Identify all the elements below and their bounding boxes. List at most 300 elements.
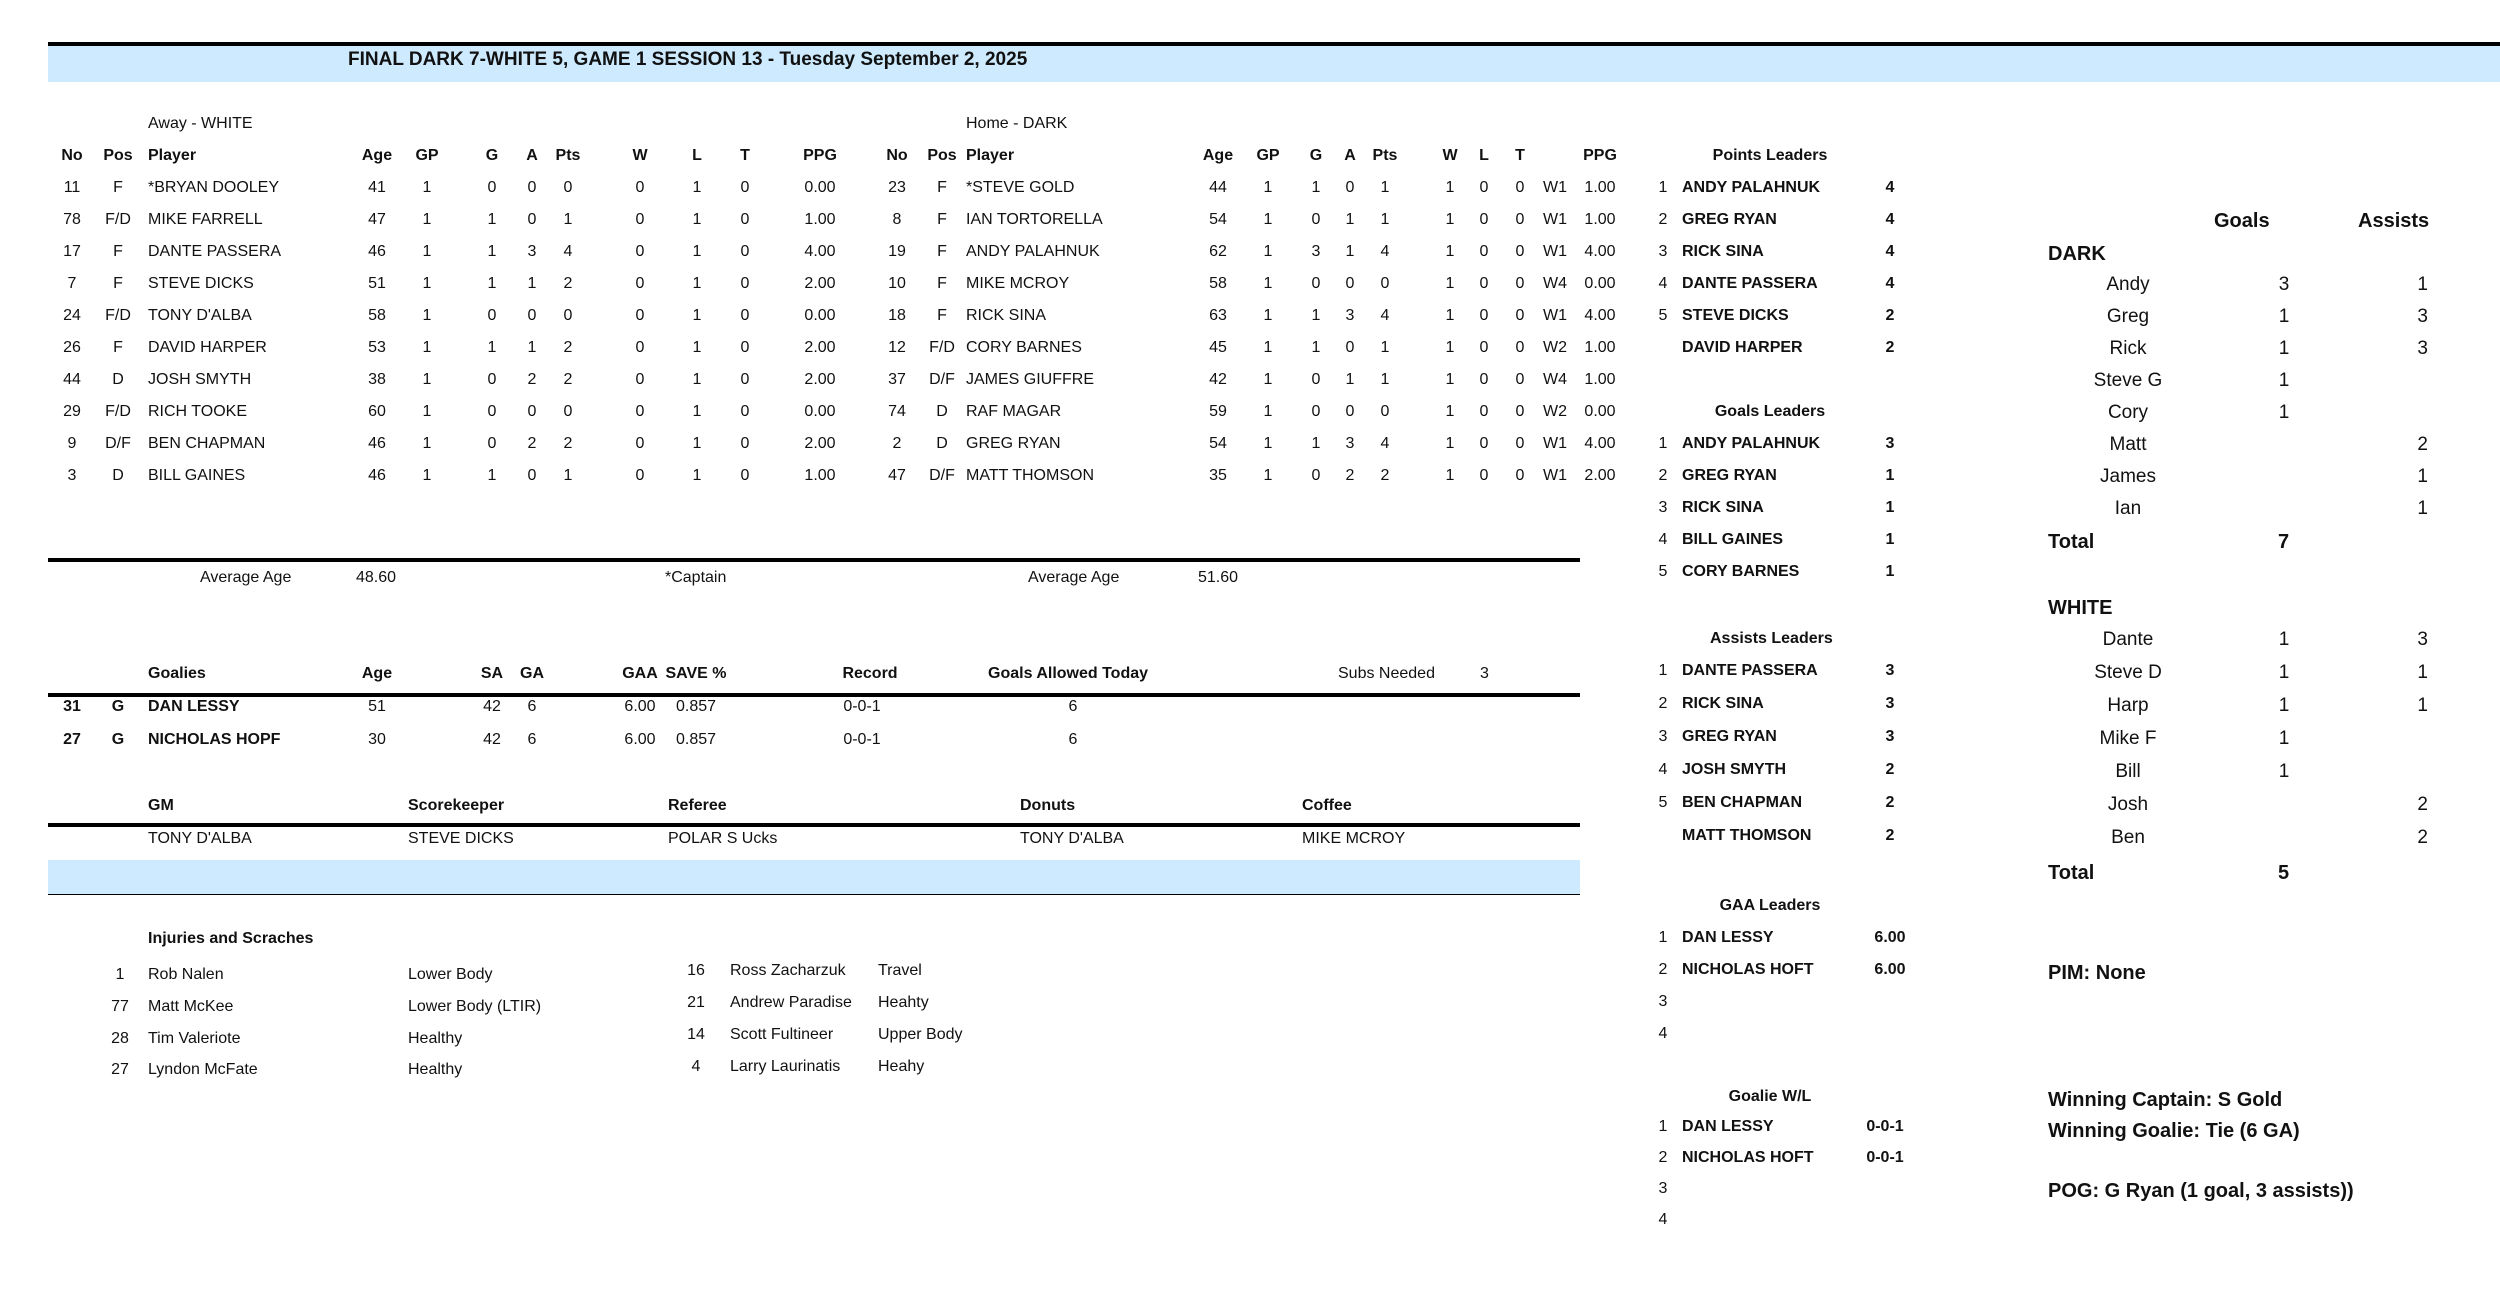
home-roster-cell: W1 [1543,211,1567,228]
home-roster-cell: W4 [1543,275,1567,292]
leader-name: DAN LESSY [1682,929,1774,946]
away-roster-cell: 2 [527,435,537,452]
away-roster-cell: 0 [487,179,497,196]
home-roster-cell: W1 [1543,179,1567,196]
officials-rule [48,823,1580,827]
away-roster-cell: 4 [563,243,573,260]
home-roster-cell: D [936,403,948,420]
dark-team-label: DARK [2048,243,2106,265]
away-header-cell: Player [148,147,197,164]
leader-name: DAVID HARPER [1682,339,1803,356]
leader-value: 2 [1885,307,1895,324]
away-roster-cell: 1 [527,339,537,356]
leader-rank: 3 [1658,993,1668,1010]
summary-goals: 1 [2278,402,2290,423]
away-header-cell: L [692,147,702,164]
leader-name: ANDY PALAHNUK [1682,179,1821,196]
away-roster-cell: 0 [740,435,750,452]
away-roster-cell: 51 [368,275,386,292]
away-roster-cell: 1 [563,467,573,484]
goalie-cell: 30 [368,731,386,748]
away-roster-cell: 1 [422,339,432,356]
home-roster-cell: 3 [1345,435,1355,452]
summary-goals: 1 [2278,338,2290,359]
goalie-cell: 0.857 [675,698,717,715]
goalie-cell: 31 [63,698,81,715]
player-of-game: POG: G Ryan (1 goal, 3 assists)) [2048,1180,2354,1202]
away-roster-cell: 1 [692,371,702,388]
leader-rank: 3 [1658,1180,1668,1197]
goals-column-header: Goals [2214,210,2270,232]
away-roster-cell: BEN CHAPMAN [148,435,266,452]
goalie-cell: 0.857 [675,731,717,748]
goalie-header-cell: SA [480,665,504,682]
home-roster-cell: 1 [1345,243,1355,260]
summary-player: Rick [2109,338,2147,359]
goalie-cell: 6 [527,731,537,748]
dark-total-label: Total [2048,531,2095,553]
points-leaders-title: Points Leaders [1712,147,1828,164]
goalie-header-cell: SAVE % [665,665,727,682]
away-roster-cell: 0 [740,467,750,484]
summary-goals: 1 [2278,629,2290,650]
goals-leaders-title: Goals Leaders [1714,403,1826,420]
away-roster-cell: 1 [422,275,432,292]
home-roster-cell: D/F [929,467,955,484]
home-roster-cell: 35 [1209,467,1227,484]
goalie-header-cell: GA [520,665,544,682]
away-roster-cell: 0 [487,435,497,452]
home-roster-cell: 4.00 [1584,307,1616,324]
leader-name: NICHOLAS HOFT [1682,961,1814,978]
home-roster-cell: 1 [1263,275,1273,292]
away-roster-cell: F [113,243,123,260]
home-roster-cell: 0 [1479,403,1489,420]
away-roster-cell: 44 [63,371,81,388]
home-roster-cell: 0 [1479,211,1489,228]
away-roster-cell: 60 [368,403,386,420]
white-team-label: WHITE [2048,597,2113,619]
goalie-cell: NICHOLAS HOPF [148,731,281,748]
home-roster-cell: F [937,275,947,292]
home-roster-cell: F/D [929,339,955,356]
summary-assists: 1 [2417,274,2428,295]
home-average-age-value: 51.60 [1198,569,1239,586]
home-roster-cell: 0 [1345,339,1355,356]
goalie-cell: 42 [483,698,501,715]
home-roster-cell: 0 [1311,275,1321,292]
home-roster-cell: 4 [1380,243,1390,260]
home-roster-cell: 1 [1263,307,1273,324]
away-roster-cell: 1 [487,275,497,292]
away-roster-cell: 0 [527,467,537,484]
away-roster-cell: 0 [740,307,750,324]
leader-name: MATT THOMSON [1682,827,1812,844]
goalie-cell: DAN LESSY [148,698,240,715]
away-roster-cell: 0 [740,243,750,260]
home-roster-cell: RAF MAGAR [966,403,1062,420]
leader-name: GREG RYAN [1682,211,1777,228]
home-roster-cell: 1 [1345,211,1355,228]
home-header-cell: No [886,147,908,164]
injury-status: Travel [878,962,922,979]
home-roster-cell: 0 [1479,179,1489,196]
away-roster-cell: 1 [692,339,702,356]
home-team-label: Home - DARK [966,115,1068,132]
leader-value: 0-0-1 [1866,1118,1904,1135]
away-roster-cell: 1 [692,307,702,324]
away-roster-cell: 1 [422,243,432,260]
home-roster-cell: 0 [1515,243,1525,260]
home-roster-cell: GREG RYAN [966,435,1061,452]
home-roster-cell: 1.00 [1584,371,1616,388]
captain-note: *Captain [665,569,727,586]
leader-name: RICK SINA [1682,695,1764,712]
away-roster-cell: 1 [487,467,497,484]
home-roster-cell: 1 [1345,371,1355,388]
official-name: TONY D'ALBA [1020,830,1124,847]
away-roster-cell: 4.00 [804,243,836,260]
home-header-cell: G [1309,147,1323,164]
official-role: Coffee [1302,797,1352,814]
subs-needed-value: 3 [1480,665,1489,682]
home-roster-cell: 58 [1209,275,1227,292]
home-roster-cell: 0 [1345,179,1355,196]
injury-status: Upper Body [878,1026,963,1043]
away-roster-cell: 0 [635,179,645,196]
goalie-cell: G [111,698,125,715]
summary-player: Dante [2102,629,2154,650]
away-roster-cell: 0 [635,211,645,228]
away-roster-cell: 0 [487,307,497,324]
goalie-header-rule [48,693,1580,697]
away-roster-cell: 0 [635,307,645,324]
away-roster-cell: TONY D'ALBA [148,307,252,324]
summary-assists: 1 [2417,662,2428,683]
away-roster-cell: 0.00 [804,179,836,196]
away-roster-cell: 7 [67,275,77,292]
away-roster-cell: F [113,179,123,196]
away-average-age-label: Average Age [200,569,292,586]
away-roster-cell: F/D [105,211,131,228]
leader-name: RICK SINA [1682,499,1764,516]
home-roster-cell: W1 [1543,307,1567,324]
away-roster-cell: 1 [487,339,497,356]
summary-player: Bill [2115,761,2141,782]
leader-name: RICK SINA [1682,243,1764,260]
away-roster-cell: 1 [692,179,702,196]
leader-rank: 1 [1658,929,1668,946]
home-roster-cell: 0 [1479,275,1489,292]
white-total-label: Total [2048,862,2095,884]
subs-needed-label: Subs Needed [1338,665,1435,682]
home-header-cell: T [1515,147,1525,164]
away-roster-cell: 26 [63,339,81,356]
home-roster-cell: ANDY PALAHNUK [966,243,1100,260]
summary-assists: 1 [2417,498,2428,519]
home-header-cell: W [1442,147,1458,164]
home-roster-cell: *STEVE GOLD [966,179,1075,196]
home-roster-cell: 1 [1263,467,1273,484]
official-role: Donuts [1020,797,1076,814]
summary-goals: 1 [2278,370,2290,391]
leader-rank: 5 [1658,794,1668,811]
home-roster-cell: 2 [1380,467,1390,484]
home-roster-cell: 10 [888,275,906,292]
home-header-cell: A [1344,147,1356,164]
home-roster-cell: F [937,243,947,260]
home-roster-cell: 1 [1263,371,1273,388]
away-header-cell: T [740,147,750,164]
home-header-cell: GP [1256,147,1280,164]
injury-status: Healthy [408,1030,463,1047]
away-roster-cell: 1.00 [804,211,836,228]
assists-leaders-title: Assists Leaders [1710,630,1833,647]
leader-rank: 3 [1658,728,1668,745]
home-roster-cell: 0 [1515,435,1525,452]
away-roster-cell: F/D [105,403,131,420]
home-header-cell: Player [966,147,1015,164]
leader-rank: 5 [1658,307,1668,324]
dark-total-value: 7 [2278,531,2290,553]
summary-assists: 2 [2417,434,2428,455]
home-roster-cell: 1 [1311,339,1321,356]
home-roster-cell: MATT THOMSON [966,467,1094,484]
home-roster-cell: 4 [1380,435,1390,452]
home-roster-cell: 2 [1345,467,1355,484]
goalie-cell: 6 [1068,698,1078,715]
away-roster-cell: 0 [740,179,750,196]
away-roster-cell: 2.00 [804,371,836,388]
home-roster-cell: 1 [1380,339,1390,356]
official-name: STEVE DICKS [408,830,514,847]
home-roster-cell: 0 [1311,371,1321,388]
leader-rank: 1 [1658,662,1668,679]
away-roster-cell: 1 [692,243,702,260]
away-roster-cell: 1 [487,243,497,260]
away-roster-cell: 0 [563,307,573,324]
home-roster-cell: 23 [888,179,906,196]
goalie-header-cell: Age [361,665,393,682]
home-roster-cell: MIKE MCROY [966,275,1070,292]
leader-name: BEN CHAPMAN [1682,794,1802,811]
official-role: GM [148,797,174,814]
leader-value: 4 [1885,243,1895,260]
leader-name: ANDY PALAHNUK [1682,435,1821,452]
wl-leaders-title: Goalie W/L [1728,1088,1812,1105]
away-roster-cell: 1 [692,275,702,292]
band-bottom-rule [48,894,1580,895]
home-roster-cell: 1 [1445,179,1455,196]
home-roster-cell: 0 [1515,211,1525,228]
goalie-header-cell: Record [842,665,898,682]
injury-player: Larry Laurinatis [730,1058,841,1075]
leader-name: CORY BARNES [1682,563,1800,580]
home-roster-cell: 0 [1515,307,1525,324]
leader-name: DANTE PASSERA [1682,275,1818,292]
away-roster-cell: 1 [422,211,432,228]
leader-rank: 1 [1658,179,1668,196]
leader-name: JOSH SMYTH [1682,761,1787,778]
home-average-age-label: Average Age [1028,569,1120,586]
away-roster-cell: 9 [67,435,77,452]
leader-value: 4 [1885,179,1895,196]
injury-number: 77 [111,998,129,1015]
injury-status: Heahy [878,1058,925,1075]
home-roster-cell: 1 [1263,243,1273,260]
leader-rank: 2 [1658,695,1668,712]
injuries-title: Injuries and Scraches [148,930,314,947]
pim-note: PIM: None [2048,962,2146,984]
away-roster-cell: 0 [527,307,537,324]
home-roster-cell: 54 [1209,211,1227,228]
home-roster-cell: 1 [1445,467,1455,484]
home-roster-cell: JAMES GIUFFRE [966,371,1095,388]
leader-rank: 4 [1658,1025,1668,1042]
away-roster-cell: 2.00 [804,435,836,452]
leader-name: NICHOLAS HOFT [1682,1149,1814,1166]
away-roster-cell: 0 [740,371,750,388]
home-roster-cell: D [936,435,948,452]
injury-number: 14 [687,1026,705,1043]
home-roster-cell: W2 [1543,403,1567,420]
injury-status: Lower Body (LTIR) [408,998,542,1015]
leader-value: 2 [1885,339,1895,356]
home-roster-cell: 18 [888,307,906,324]
away-roster-cell: 0 [635,243,645,260]
goalie-cell: 0-0-1 [843,731,881,748]
leader-value: 2 [1885,827,1895,844]
home-roster-cell: 4.00 [1584,435,1616,452]
home-roster-cell: 1 [1263,435,1273,452]
away-roster-cell: 1 [422,467,432,484]
home-roster-cell: 47 [888,467,906,484]
away-header-cell: Age [361,147,393,164]
goalie-cell: 27 [63,731,81,748]
official-name: MIKE MCROY [1302,830,1406,847]
leader-value: 3 [1885,435,1895,452]
home-roster-cell: 2.00 [1584,467,1616,484]
official-role: Scorekeeper [408,797,505,814]
leader-value: 1 [1885,499,1895,516]
away-roster-cell: 0 [487,371,497,388]
leader-value: 1 [1885,563,1895,580]
away-roster-cell: DANTE PASSERA [148,243,282,260]
away-roster-cell: 17 [63,243,81,260]
away-roster-cell: 1 [692,403,702,420]
home-roster-cell: 45 [1209,339,1227,356]
away-roster-cell: 1 [692,435,702,452]
home-roster-cell: 0 [1515,179,1525,196]
home-roster-cell: 3 [1311,243,1321,260]
summary-player: Matt [2109,434,2147,455]
home-roster-cell: 0 [1515,275,1525,292]
away-roster-cell: 1 [422,435,432,452]
home-roster-cell: 0.00 [1584,403,1616,420]
summary-assists: 1 [2417,466,2428,487]
home-header-cell: Age [1202,147,1234,164]
home-roster-cell: 0 [1311,467,1321,484]
official-name: TONY D'ALBA [148,830,252,847]
away-roster-cell: 1 [422,307,432,324]
home-roster-cell: 1 [1380,371,1390,388]
white-total-value: 5 [2278,862,2290,884]
away-roster-cell: F [113,275,123,292]
away-roster-cell: D [112,467,124,484]
leader-rank: 4 [1658,1211,1668,1228]
away-roster-cell: D [112,371,124,388]
away-header-cell: GP [415,147,439,164]
away-header-cell: PPG [803,147,837,164]
away-roster-cell: 1 [563,211,573,228]
away-roster-cell: 2 [527,371,537,388]
home-roster-cell: 4 [1380,307,1390,324]
leader-rank: 5 [1658,563,1668,580]
winning-captain: Winning Captain: S Gold [2048,1089,2283,1111]
injury-status: Healthy [408,1061,463,1078]
injury-player: Rob Nalen [148,966,224,983]
away-roster-cell: 2 [563,435,573,452]
away-roster-cell: 2 [563,371,573,388]
away-roster-cell: 0 [487,403,497,420]
home-roster-cell: 0 [1515,371,1525,388]
away-roster-cell: RICH TOOKE [148,403,247,420]
away-header-cell: No [61,147,83,164]
summary-player: Mike F [2099,728,2157,749]
leader-value: 4 [1885,275,1895,292]
away-roster-cell: 0 [740,275,750,292]
away-roster-cell: 38 [368,371,386,388]
home-roster-cell: 54 [1209,435,1227,452]
away-roster-cell: *BRYAN DOOLEY [148,179,280,196]
home-roster-cell: 1 [1380,211,1390,228]
away-roster-cell: 0 [635,403,645,420]
home-roster-cell: 0.00 [1584,275,1616,292]
home-roster-cell: 1 [1445,275,1455,292]
injury-number: 28 [111,1030,129,1047]
injury-player: Ross Zacharzuk [730,962,846,979]
home-roster-cell: 0 [1479,307,1489,324]
home-roster-cell: 1.00 [1584,211,1616,228]
home-roster-cell: 74 [888,403,906,420]
home-header-cell: Pts [1372,147,1398,164]
home-roster-cell: 0 [1515,339,1525,356]
home-roster-cell: 0 [1380,275,1390,292]
summary-player: Josh [2107,794,2149,815]
goalie-header-cell: GAA [622,665,658,682]
leader-rank: 2 [1658,961,1668,978]
page-title: FINAL DARK 7-WHITE 5, GAME 1 SESSION 13 - Tuesday September 2, 2025 [348,49,1028,70]
leader-value: 6.00 [1874,961,1906,978]
away-roster-cell: 0 [740,339,750,356]
away-roster-cell: 1 [692,211,702,228]
home-roster-cell: 0 [1345,403,1355,420]
leader-rank: 4 [1658,531,1668,548]
summary-assists: 2 [2417,794,2428,815]
injury-number: 4 [691,1058,701,1075]
summary-goals: 1 [2278,761,2290,782]
away-roster-cell: 47 [368,211,386,228]
summary-goals: 1 [2278,306,2290,327]
home-roster-cell: 1 [1445,435,1455,452]
away-roster-cell: 3 [67,467,77,484]
away-roster-cell: D/F [105,435,131,452]
away-header-cell: G [485,147,499,164]
away-roster-cell: 29 [63,403,81,420]
home-roster-cell: 0 [1479,435,1489,452]
summary-player: Steve D [2094,662,2162,683]
roster-bottom-rule [48,558,1580,562]
